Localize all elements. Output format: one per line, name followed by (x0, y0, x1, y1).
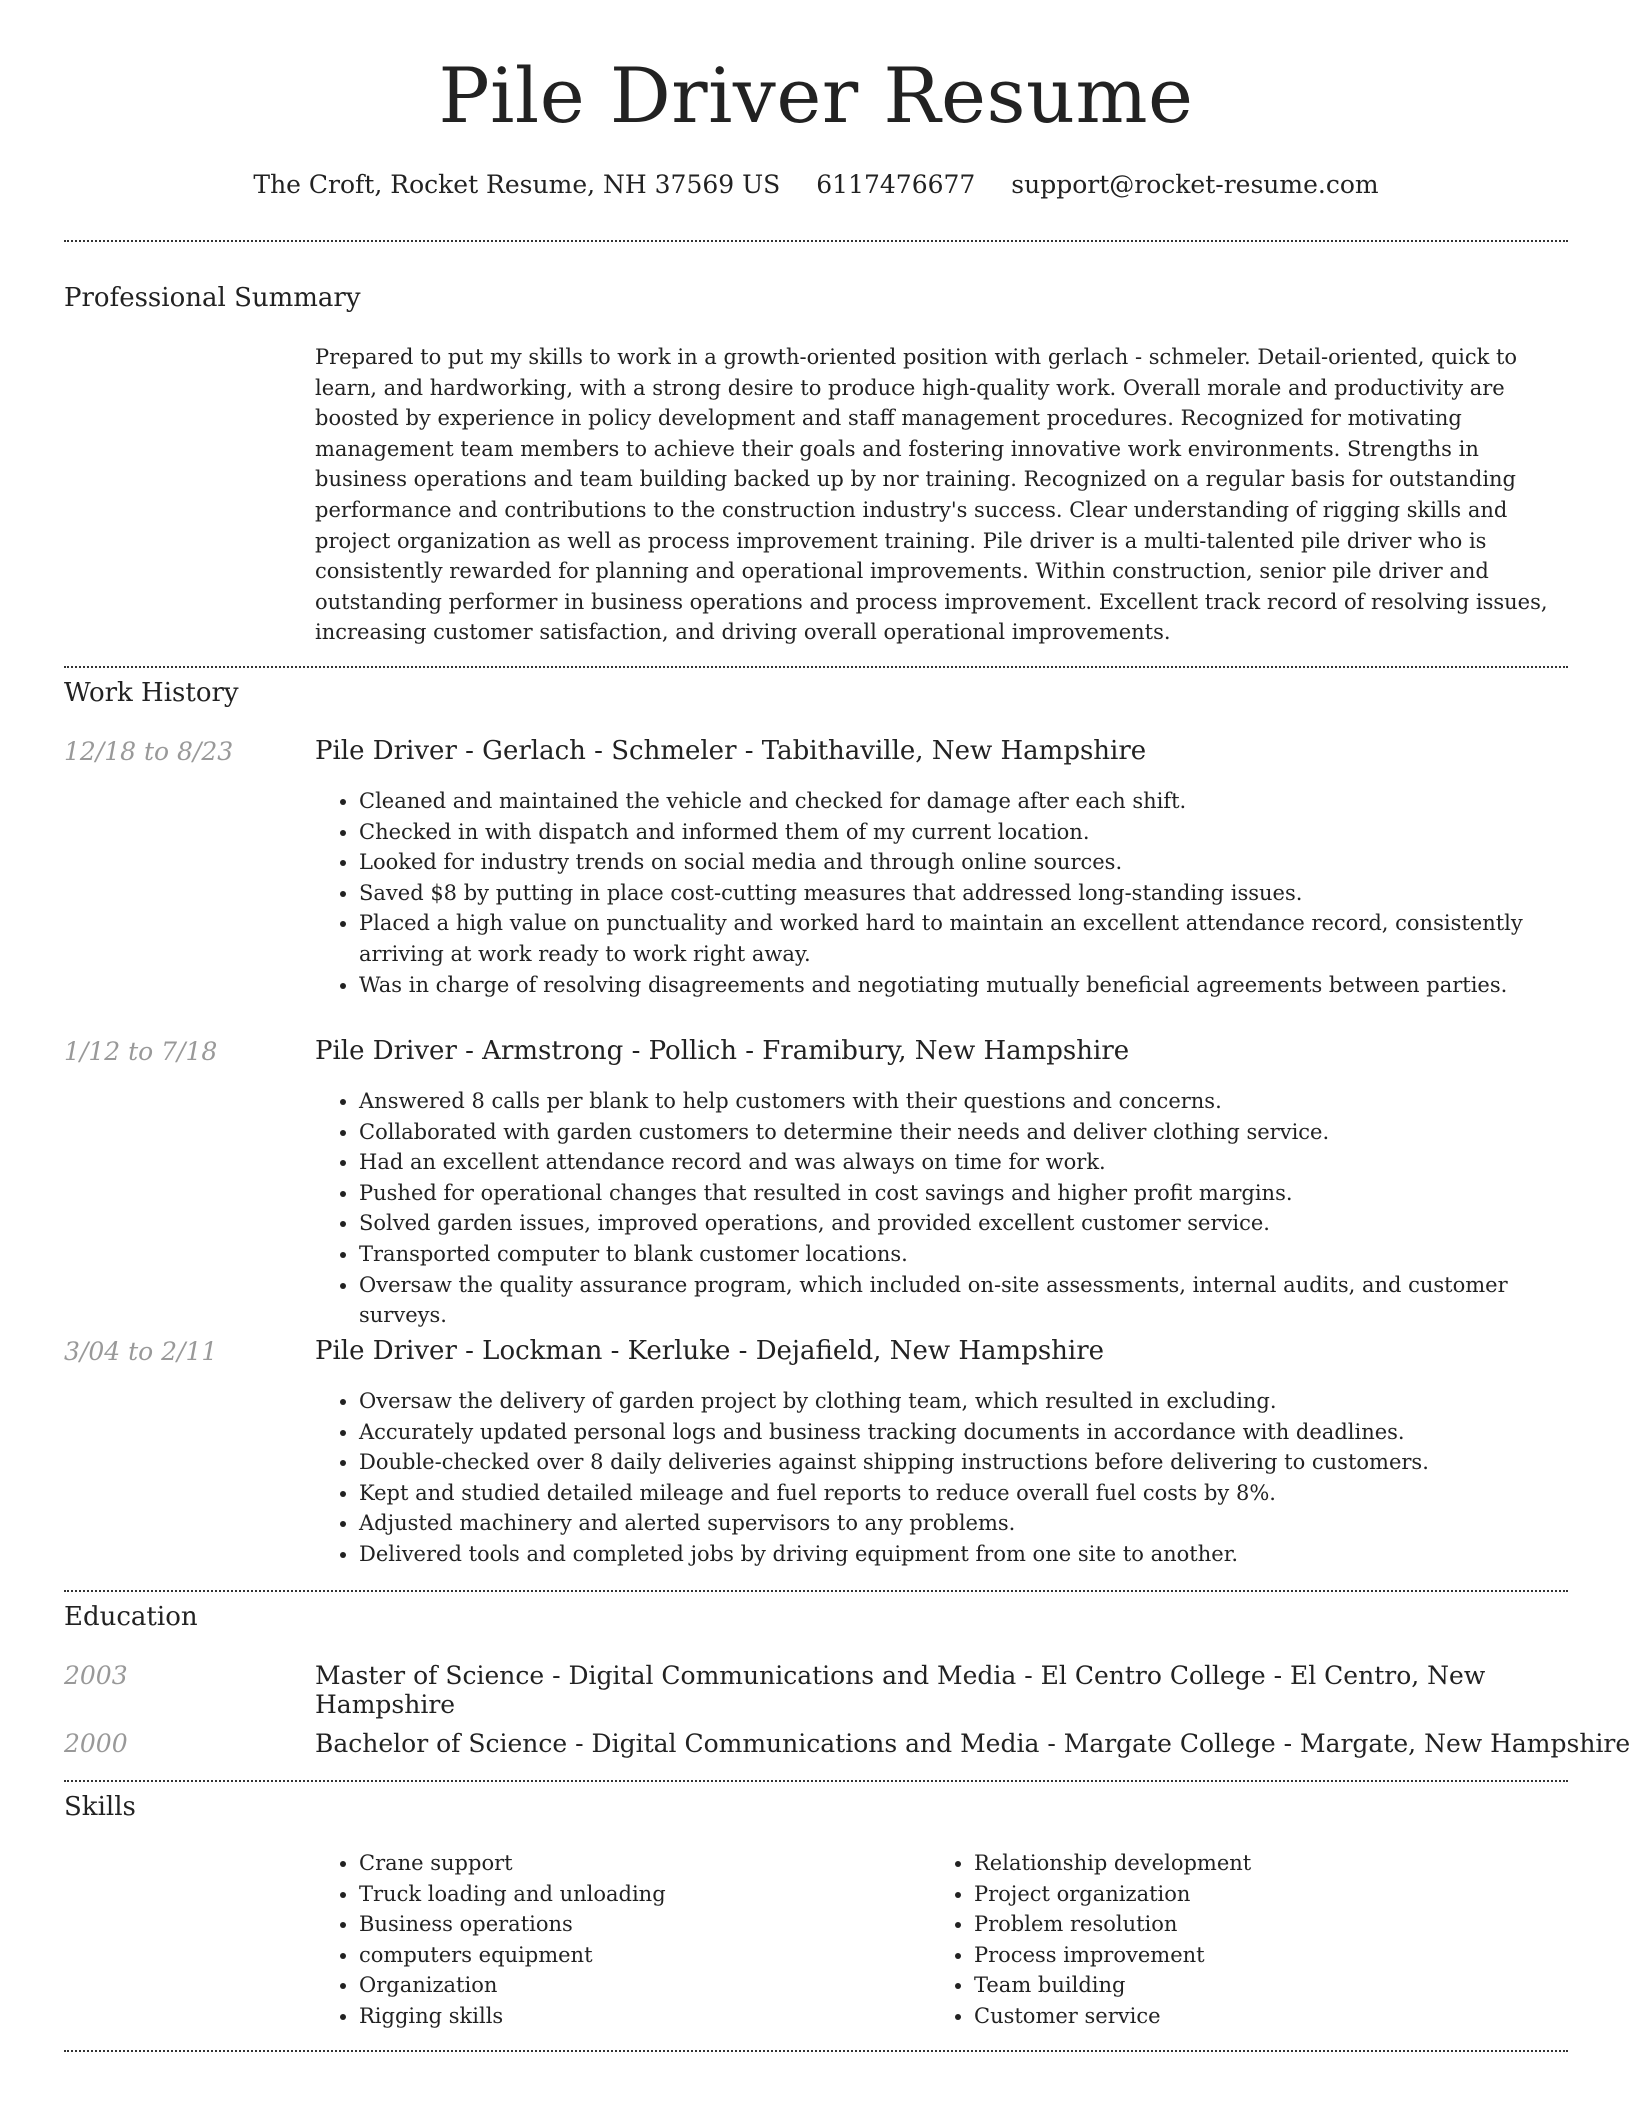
job-dates: 3/04 to 2/11 (64, 1337, 218, 1366)
divider (64, 1780, 1568, 1782)
skills-list-right (930, 1848, 1534, 2032)
divider (64, 1590, 1568, 1592)
list-item: • computers equipment (359, 1940, 919, 1971)
list-item: • Oversaw the quality assurance program, which included on-site assessments, internal audits, and customer surveys. (359, 1270, 1589, 1331)
section-heading-summary: Professional Summary (64, 283, 361, 313)
list-item: • Business operations (359, 1909, 919, 1940)
education-degree: Master of Science - Digital Communications and Media - El Centro College - El Centro, New Hampshire (315, 1661, 1486, 1719)
list-item: • Placed a high value on punctuality and worked hard to maintain an excellent attendance record, consistently arriving at work ready to work right away. (359, 908, 1589, 969)
list-item: • Was in charge of resolving disagreements and negotiating mutually beneficial agreements between parties. (359, 970, 1589, 1001)
job-title: Pile Driver - Lockman - Kerluke - Dejafield, New Hampshire (315, 1336, 1105, 1366)
contact-phone: 6117476677 (816, 170, 976, 199)
list-item: • Had an excellent attendance record and was always on time for work. (359, 1147, 1589, 1178)
list-item: • Checked in with dispatch and informed them of my current location. (359, 817, 1589, 848)
list-item: • Truck loading and unloading (359, 1879, 919, 1910)
list-item: • Process improvement (974, 1940, 1534, 1971)
education-year: 2000 (64, 1729, 128, 1758)
job-title: Pile Driver - Armstrong - Pollich - Framibury, New Hampshire (315, 1036, 1130, 1066)
list-item: • Organization (359, 1970, 919, 2001)
list-item: • Problem resolution (974, 1909, 1534, 1940)
list-item: • Looked for industry trends on social media and through online sources. (359, 847, 1589, 878)
divider (64, 240, 1568, 242)
contact-line (0, 170, 1632, 199)
list-item: • Delivered tools and completed jobs by driving equipment from one site to another. (359, 1539, 1589, 1570)
list-item: • Pushed for operational changes that resulted in cost savings and higher profit margins. (359, 1178, 1589, 1209)
contact-address: The Croft, Rocket Resume, NH 37569 US (253, 170, 781, 199)
list-item: • Relationship development (974, 1848, 1534, 1879)
list-item: • Crane support (359, 1848, 919, 1879)
list-item: • Answered 8 calls per blank to help customers with their questions and concerns. (359, 1086, 1589, 1117)
list-item: • Customer service (974, 2001, 1534, 2032)
resume-title: Pile Driver Resume (438, 51, 1194, 140)
contact-email: support@rocket-resume.com (1011, 170, 1379, 199)
list-item: • Project organization (974, 1879, 1534, 1910)
list-item: • Transported computer to blank customer locations. (359, 1239, 1589, 1270)
list-item: • Team building (974, 1970, 1534, 2001)
section-heading-skills: Skills (64, 1792, 136, 1822)
divider (64, 2050, 1568, 2052)
job-title: Pile Driver - Gerlach - Schmeler - Tabithaville, New Hampshire (315, 736, 1147, 766)
job-dates: 12/18 to 8/23 (64, 737, 234, 766)
job-dates: 1/12 to 7/18 (64, 1037, 218, 1066)
list-item: • Cleaned and maintained the vehicle and checked for damage after each shift. (359, 786, 1589, 817)
list-item: • Adjusted machinery and alerted supervisors to any problems. (359, 1508, 1589, 1539)
job-bullets (315, 786, 1589, 1000)
list-item: • Solved garden issues, improved operations, and provided excellent customer service. (359, 1208, 1589, 1239)
list-item: • Collaborated with garden customers to determine their needs and deliver clothing service. (359, 1117, 1589, 1148)
list-item: • Accurately updated personal logs and business tracking documents in accordance with deadlines. (359, 1417, 1589, 1448)
summary-text: Prepared to put my skills to work in a growth-oriented position with gerlach - schmeler. Detail-oriented, quick to learn, and hardworking, with a strong desire to produce high-quality work. Overall morale and productivity are boosted by experience in policy development and staff management procedures. Recognized for motivating management team members to achieve their goals and fostering innovative work environments. Strengths in business operations and team building backed up by nor training. Recognized on a regular basis for outstanding performance and contributions to the construction industry's success. Clear understanding of rigging skills and project organization as well as process improvement training. Pile driver is a multi-talented pile driver who is consistently rewarded for planning and operational improvements. Within construction, senior pile driver and outstanding performer in business operations and process improvement. Excellent track record of resolving issues, increasing customer satisfaction, and driving overall operational improvements. (315, 345, 1548, 645)
education-degree: Bachelor of Science - Digital Communications and Media - Margate College - Margate, New Hampshire (315, 1729, 1631, 1758)
section-heading-education: Education (64, 1602, 198, 1632)
list-item: • Kept and studied detailed mileage and fuel reports to reduce overall fuel costs by 8%. (359, 1478, 1589, 1509)
list-item: • Rigging skills (359, 2001, 919, 2032)
education-year: 2003 (64, 1661, 128, 1690)
divider (64, 666, 1568, 668)
section-heading-work: Work History (64, 678, 239, 708)
list-item: • Double-checked over 8 daily deliveries against shipping instructions before delivering to customers. (359, 1447, 1589, 1478)
list-item: • Saved $8 by putting in place cost-cutting measures that addressed long-standing issues. (359, 878, 1589, 909)
job-bullets (315, 1386, 1589, 1570)
job-bullets (315, 1086, 1589, 1331)
skills-list-left (315, 1848, 919, 2032)
list-item: • Oversaw the delivery of garden project by clothing team, which resulted in excluding. (359, 1386, 1589, 1417)
